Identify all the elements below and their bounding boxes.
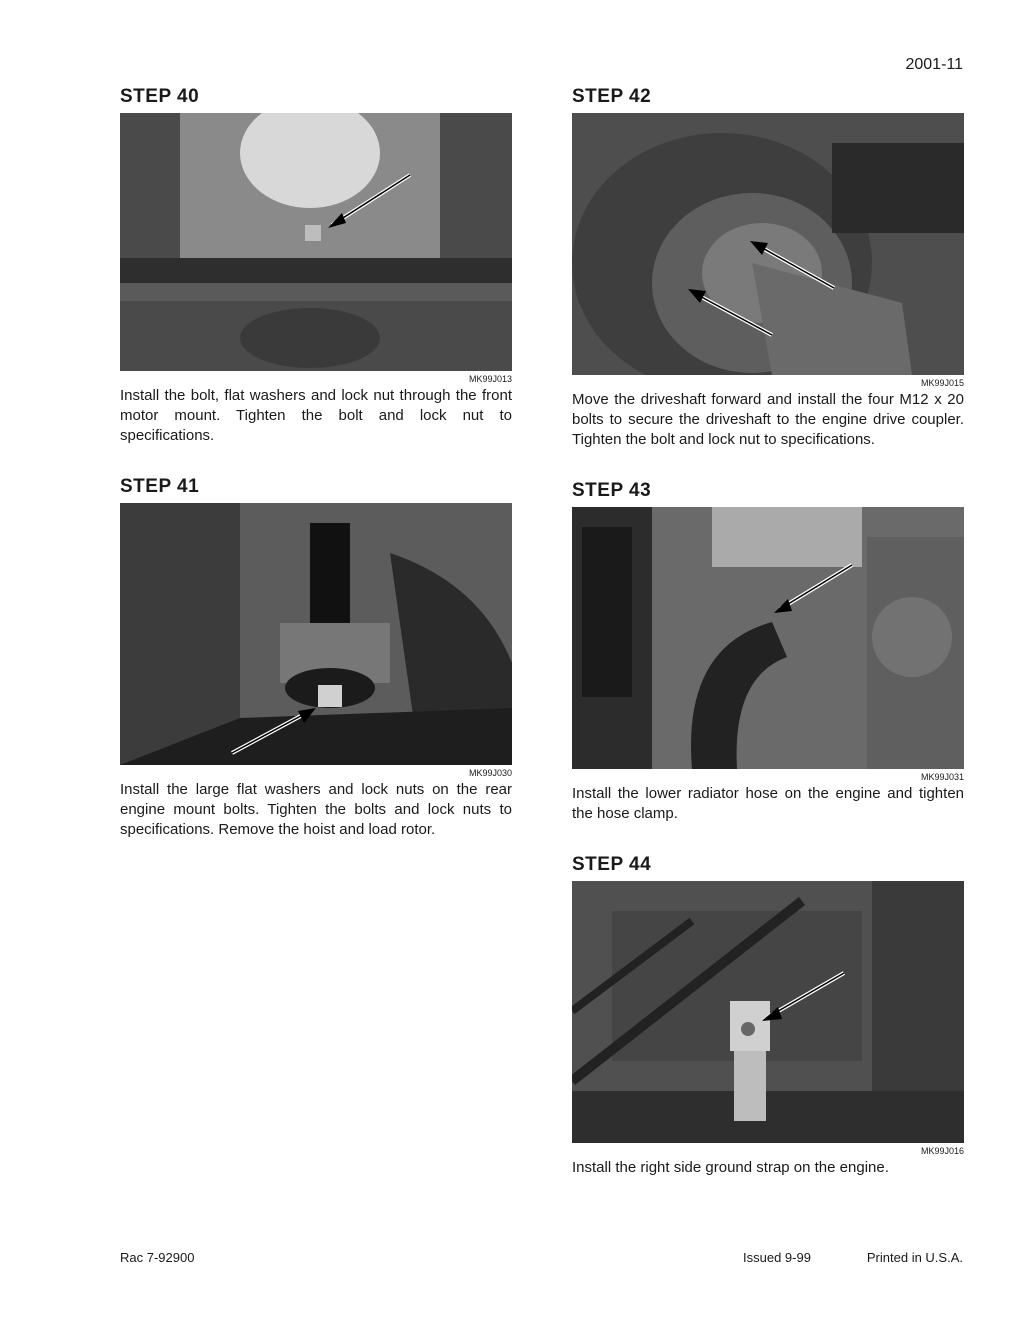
step-44-photo [572, 881, 964, 1143]
step-44 [572, 854, 964, 1178]
right-column [572, 86, 964, 1178]
step-caption: Install the lower radiator hose on the engine and tighten the hose clamp. [572, 785, 964, 822]
step-43-photo [572, 507, 964, 769]
photo-id: MK99J015 [920, 378, 964, 388]
step-caption: Move the driveshaft forward and install the four M12 x 20 bolts to secure the driveshaft to the engine drive coupler. Tighten the bolt and lock nut to specifications. [572, 391, 964, 448]
step-42 [572, 86, 964, 450]
step-caption: Install the bolt, flat washers and lock nut through the front motor mount. Tighten the bolt and lock nut to specifications. [120, 387, 512, 444]
step-40-photo [120, 113, 512, 371]
step-40 [120, 86, 512, 446]
step-title: STEP 40 [120, 86, 200, 107]
step-title: STEP 43 [572, 480, 652, 501]
step-title: STEP 42 [572, 86, 652, 107]
step-43 [572, 480, 964, 824]
step-title: STEP 44 [572, 854, 652, 875]
step-caption: Install the large flat washers and lock nuts on the rear engine mount bolts. Tighten the bolts and lock nuts to specifications. Remove the hoist and load rotor. [120, 781, 512, 838]
photo-id: MK99J031 [920, 772, 964, 782]
step-41 [120, 476, 512, 840]
page-number: 2001-11 [905, 56, 963, 73]
step-title: STEP 41 [120, 476, 200, 497]
photo-id: MK99J013 [468, 374, 512, 384]
step-42-photo [572, 113, 964, 375]
footer-issued: Issued 9-99 [743, 1250, 811, 1265]
step-41-photo [120, 503, 512, 765]
photo-id: MK99J030 [468, 768, 512, 778]
footer-printed: Printed in U.S.A. [866, 1250, 963, 1265]
photo-id: MK99J016 [920, 1146, 964, 1156]
left-column [120, 86, 512, 840]
footer-doc-number: Rac 7-92900 [120, 1250, 195, 1265]
step-caption: Install the right side ground strap on the engine. [572, 1159, 889, 1176]
